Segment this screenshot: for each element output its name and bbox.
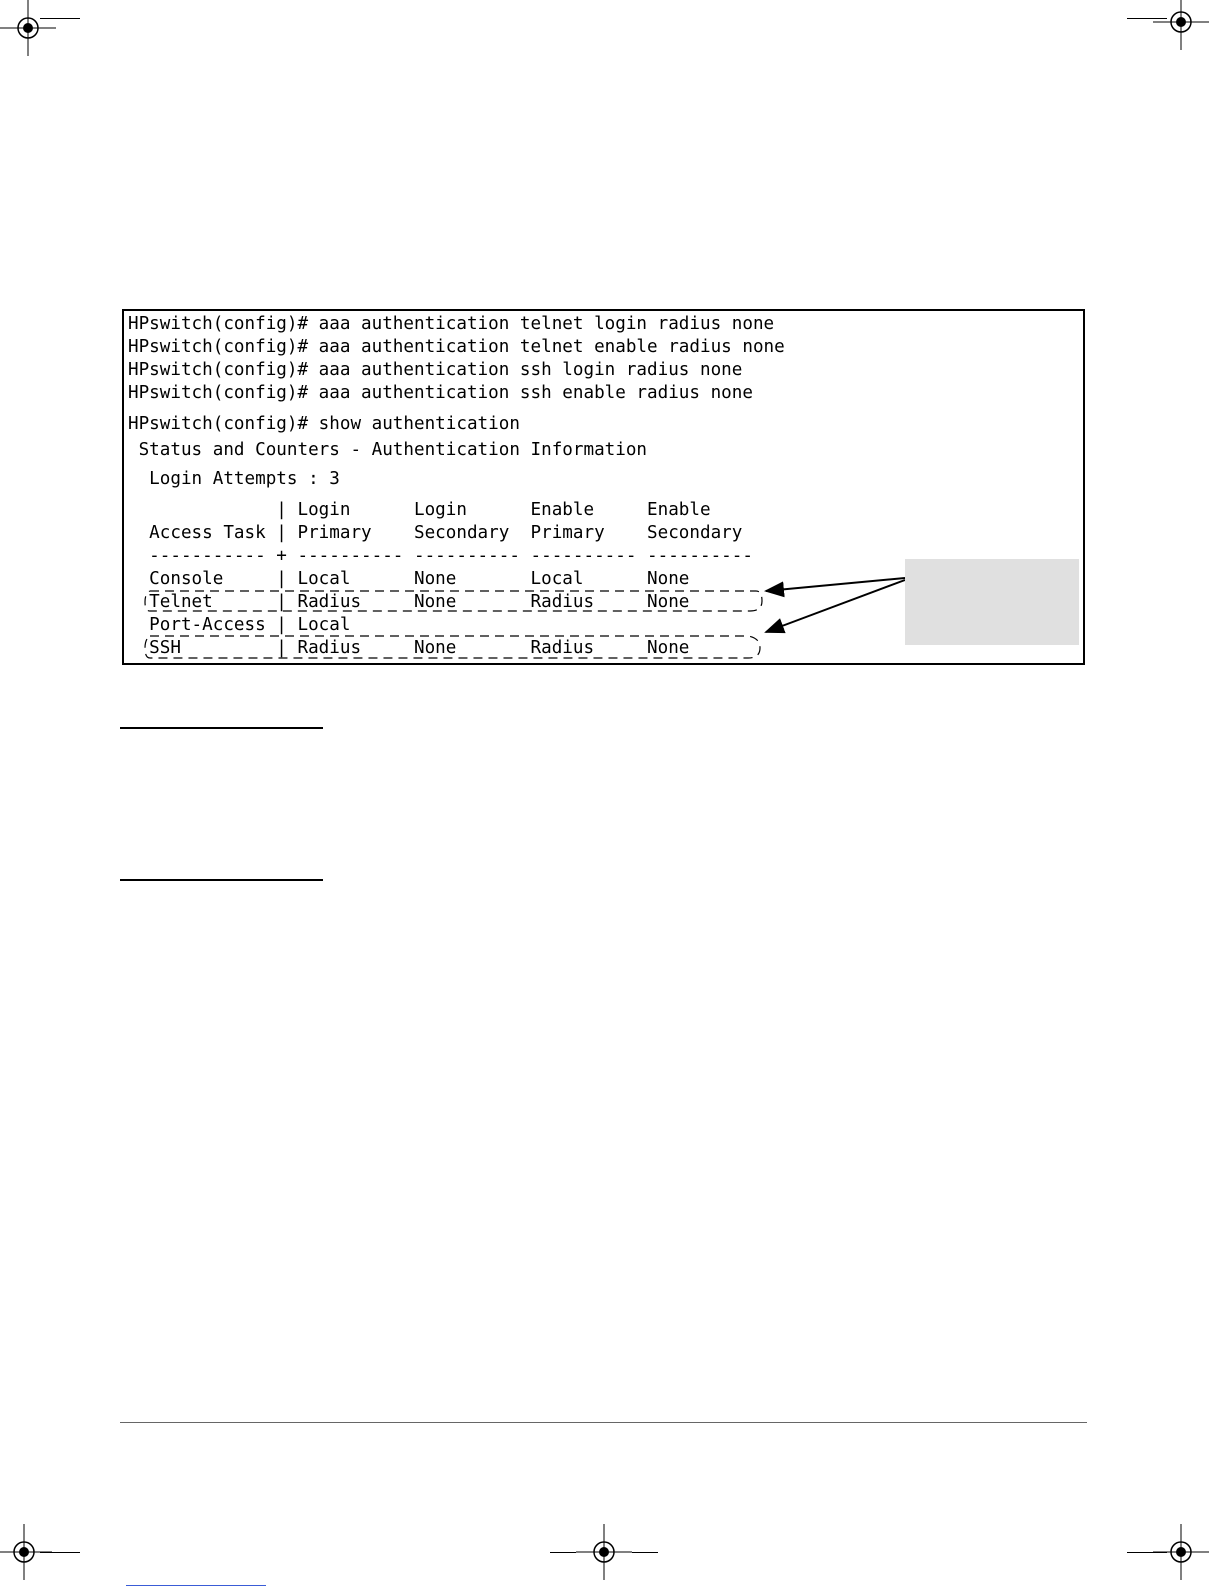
registration-mark-icon bbox=[576, 1524, 632, 1580]
ssh-row-dashed-outline bbox=[145, 636, 760, 658]
telnet-row-dashed-outline bbox=[145, 591, 762, 611]
terminal-line-command: HPswitch(config)# aaa authentication telnet enable radius none bbox=[128, 337, 785, 357]
terminal-table-row: SSH | Radius None Radius None bbox=[128, 638, 690, 658]
terminal-table-header: Access Task | Primary Secondary Primary Secondary bbox=[128, 523, 743, 543]
terminal-table-row: Telnet | Radius None Radius None bbox=[128, 592, 690, 612]
terminal-table-row: Console | Local None Local None bbox=[128, 569, 690, 589]
crop-line bbox=[632, 1552, 658, 1553]
terminal-line-command: HPswitch(config)# show authentication bbox=[128, 414, 520, 434]
terminal-line-login-attempts: Login Attempts : 3 bbox=[128, 469, 340, 489]
section-rule bbox=[120, 727, 323, 729]
terminal-line-command: HPswitch(config)# aaa authentication ssh enable radius none bbox=[128, 383, 753, 403]
arrow-to-ssh-row bbox=[766, 580, 905, 632]
registration-mark-icon bbox=[1153, 1524, 1209, 1580]
crop-line bbox=[40, 1552, 80, 1553]
terminal-table-row: Port-Access | Local bbox=[128, 615, 351, 635]
section-rule bbox=[120, 879, 323, 881]
terminal-line-command: HPswitch(config)# aaa authentication ssh login radius none bbox=[128, 360, 743, 380]
terminal-table-separator: ----------- + ---------- ---------- ---------- ---------- bbox=[128, 546, 753, 566]
terminal-line-command: HPswitch(config)# aaa authentication telnet login radius none bbox=[128, 314, 775, 334]
terminal-line-heading: Status and Counters - Authentication Information bbox=[128, 440, 648, 460]
callout-box bbox=[905, 559, 1079, 645]
terminal-table-header: | Login Login Enable Enable bbox=[128, 500, 711, 520]
arrow-to-telnet-row bbox=[766, 578, 905, 591]
crop-line bbox=[550, 1552, 576, 1553]
footer-rule bbox=[120, 1422, 1087, 1423]
